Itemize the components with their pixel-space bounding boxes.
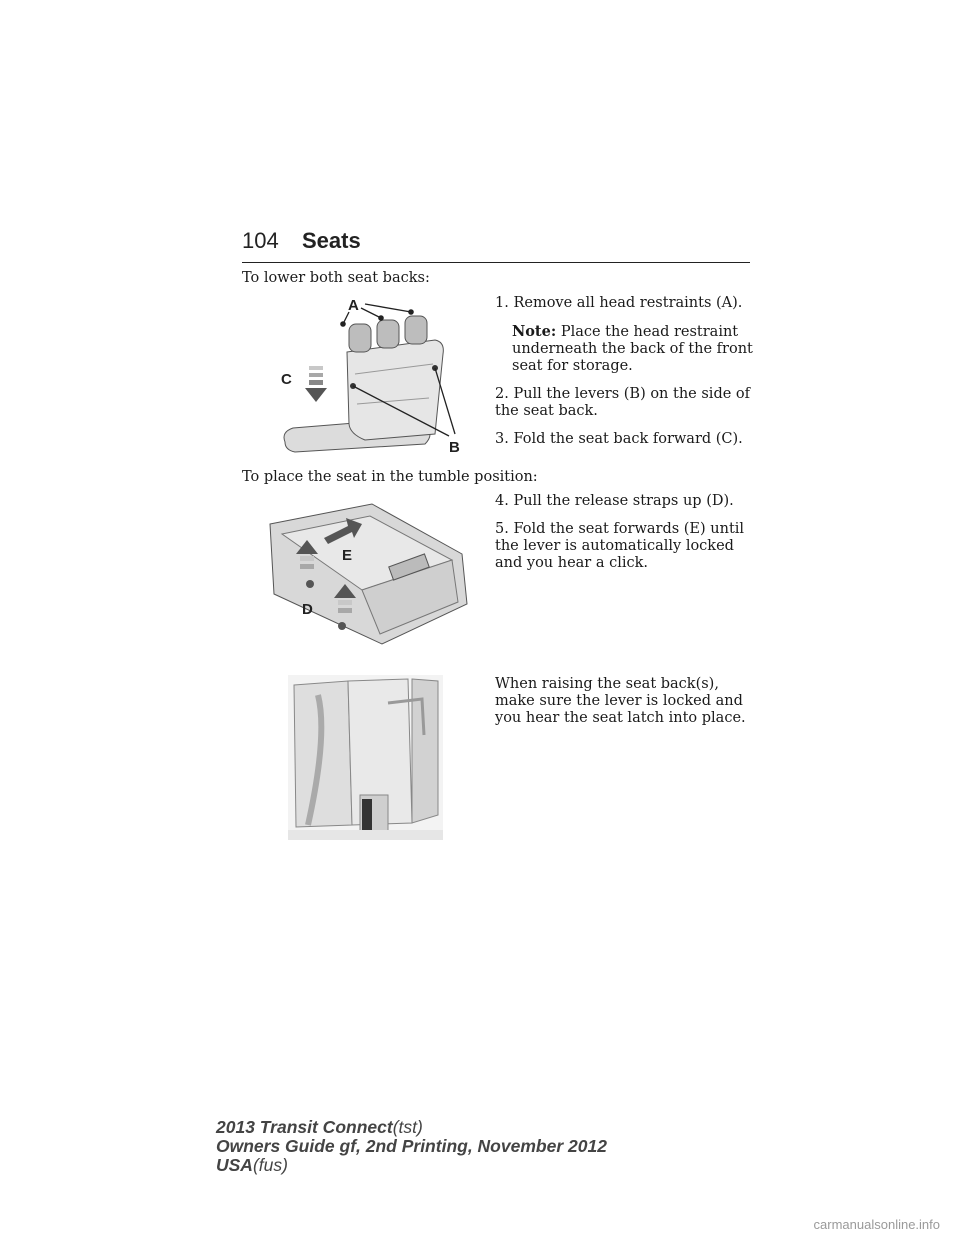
steps-tumble-position — [495, 493, 755, 583]
steps-lower-seat-backs — [495, 295, 755, 459]
section-title: Seats — [302, 228, 361, 253]
step-2: 2. Pull the levers (B) on the side of the seat back. — [495, 386, 751, 419]
head-restraint-1 — [349, 324, 371, 352]
figure-label-b: B — [449, 439, 460, 456]
footer-printing: Owners Guide gf, 2nd Printing, November 2012 — [216, 1136, 607, 1156]
note — [495, 323, 755, 375]
raising-seat-back-text — [495, 676, 755, 738]
footer-model: 2013 Transit Connect — [216, 1117, 393, 1137]
page-header — [242, 228, 750, 263]
footer-market-code: (fus) — [252, 1155, 288, 1175]
page-number: 104 — [242, 228, 279, 253]
watermark: carmanualsonline.info — [813, 1217, 940, 1232]
figure-tumble-seat — [262, 494, 477, 659]
intro-lower-seat-backs: To lower both seat backs: — [242, 270, 430, 286]
head-restraint-2 — [377, 320, 399, 348]
raising-seat-back-paragraph: When raising the seat back(s), make sure the lever is locked and you hear the seat latch into place. — [495, 676, 746, 726]
step-1: 1. Remove all head restraints (A). — [495, 295, 743, 311]
footer-model-code: (tst) — [392, 1117, 423, 1137]
arrow-down-icon — [305, 388, 327, 402]
footer — [216, 1118, 607, 1175]
figure-label-c: C — [281, 371, 292, 388]
intro-tumble-position: To place the seat in the tumble position: — [242, 469, 538, 485]
figure-seat-backs — [275, 294, 480, 464]
note-text: Place the head restraint underneath the back of the front seat for storage. — [512, 324, 753, 374]
head-restraint-3 — [405, 316, 427, 344]
figure-label-e: E — [342, 547, 353, 564]
figure-label-a: A — [348, 297, 359, 314]
step-4: 4. Pull the release straps up (D). — [495, 493, 734, 509]
figure-seat-latch — [288, 675, 443, 840]
step-3: 3. Fold the seat back forward (C). — [495, 431, 743, 447]
step-5: 5. Fold the seat forwards (E) until the lever is automatically locked and you hear a click. — [495, 521, 745, 571]
figure-label-d: D — [302, 601, 313, 618]
note-label: Note: — [512, 323, 557, 340]
footer-market: USA — [216, 1155, 253, 1175]
